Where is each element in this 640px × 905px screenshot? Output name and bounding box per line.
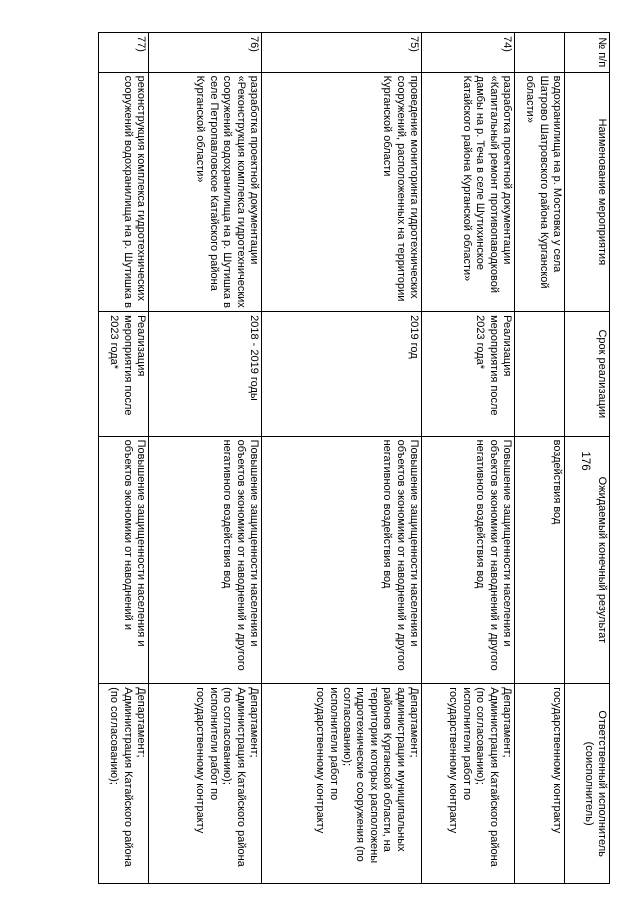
row-num: 77) — [99, 33, 149, 73]
row-name: разработка проектной документации «Реконструкция комплекса гидротехнических сооружений водохранилища на р. Шутишка в селе Петропавловское Катайского района Курганской области» — [149, 72, 262, 311]
row-responsible: Департамент; Администрация Катайского района (по согласованию); — [99, 684, 149, 884]
row-result: воздействия вод — [515, 436, 565, 684]
row-responsible: Департамент; Администрация Катайского района (по согласованию); исполнители работ по государственному контракту — [149, 684, 262, 884]
row-term: Реализация мероприятия после 2023 года* — [422, 312, 515, 437]
row-responsible: Департамент; Администрация Катайского района (по согласованию); исполнители работ по государственному контракту — [422, 684, 515, 884]
table-row — [99, 33, 149, 884]
row-result: Повышение защищенности населения и объектов экономики от наводнений и — [99, 436, 149, 684]
header-responsible: Ответственный исполнитель (соисполнитель) — [565, 684, 610, 884]
row-term: Реализация мероприятия после 2023 года* — [99, 312, 149, 437]
rotated-page — [95, 32, 610, 884]
header-name: Наименование мероприятия — [565, 72, 610, 311]
row-term — [515, 312, 565, 437]
header-term: Срок реализации — [565, 312, 610, 437]
row-result: Повышение защищенности населения и объектов экономики от наводнений и другого негативного воздействия вод — [149, 436, 262, 684]
row-responsible: государственному контракту — [515, 684, 565, 884]
row-num: 75) — [262, 33, 422, 73]
table-header-row — [565, 33, 610, 884]
table-row — [262, 33, 422, 884]
row-num — [515, 33, 565, 73]
page-number: 176 — [579, 451, 591, 471]
row-term: 2019 год — [262, 312, 422, 437]
row-name: водохранилища на р. Мостовка у села Шатрово Шатровского района Курганской области» — [515, 72, 565, 311]
row-num: 74) — [422, 33, 515, 73]
table-row — [149, 33, 262, 884]
table-row — [422, 33, 515, 884]
header-result: Ожидаемый конечный результат — [565, 436, 610, 684]
row-result: Повышение защищенности населения и объектов экономики от наводнений и другого негативного воздействия вод — [262, 436, 422, 684]
row-num: 76) — [149, 33, 262, 73]
row-name: разработка проектной документации «Капитальный ремонт противопаводковой дамбы на р. Теча в селе Шутихинское Катайского района Курганской области» — [422, 72, 515, 311]
measures-table — [98, 32, 610, 884]
row-responsible: Департамент; администрации муниципальных районов Курганской области, на территории которых расположены гидротехнические сооружения (по согласованию); исполнители работ по государственному контракту — [262, 684, 422, 884]
row-name: реконструкция комплекса гидротехнических сооружений водохранилища на р. Шутишка в — [99, 72, 149, 311]
header-num: № п/п — [565, 33, 610, 73]
row-result: Повышение защищенности населения и объектов экономики от наводнений и другого негативного воздействия вод — [422, 436, 515, 684]
row-term: 2018 - 2019 годы — [149, 312, 262, 437]
row-name: проведение мониторинга гидротехнических сооружений, расположенных на территории Курганской области — [262, 72, 422, 311]
table-row — [515, 33, 565, 884]
